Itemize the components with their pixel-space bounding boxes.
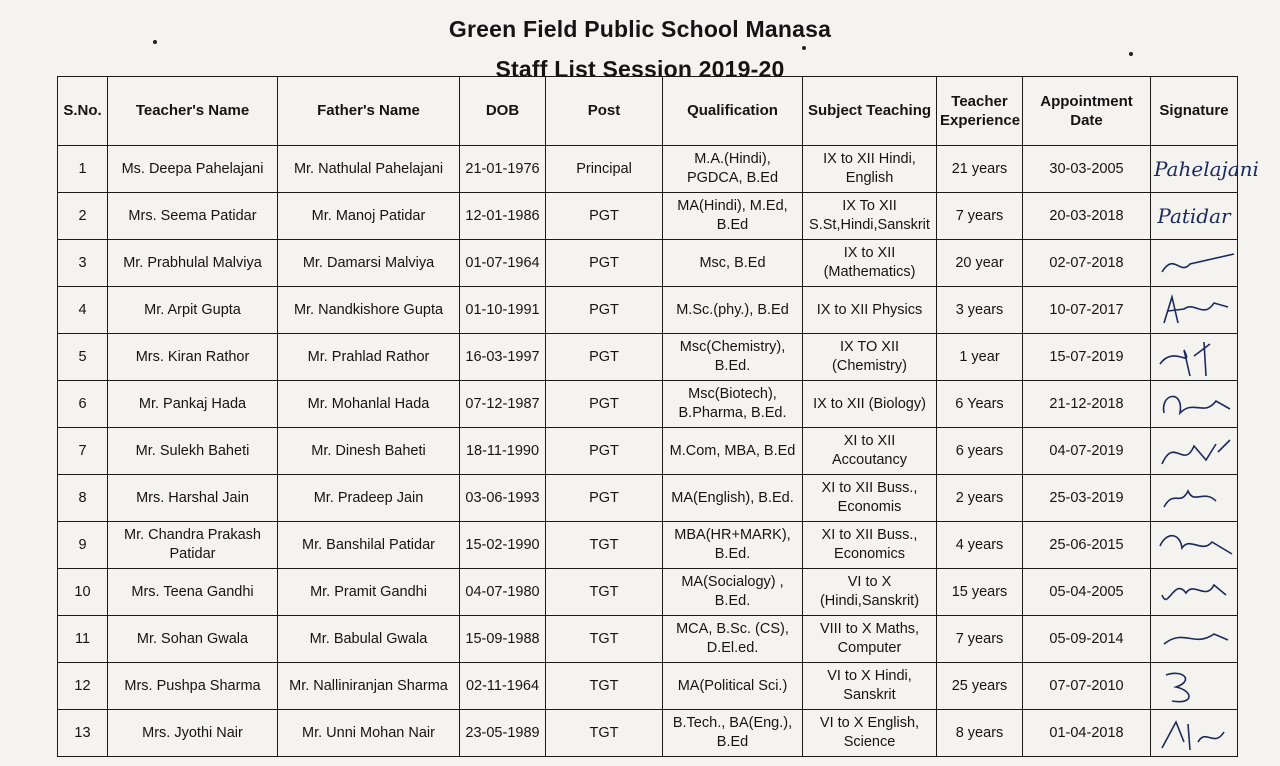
cell-father-name: Mr. Damarsi Malviya — [278, 240, 460, 287]
cell-teacher-name: Mrs. Teena Gandhi — [108, 569, 278, 616]
cell-teacher-name: Mrs. Seema Patidar — [108, 193, 278, 240]
cell-qualification: MCA, B.Sc. (CS), D.El.ed. — [663, 616, 803, 663]
cell-qualification: MA(Political Sci.) — [663, 663, 803, 710]
cell-post: PGT — [546, 381, 663, 428]
cell-qualification: MA(Socialogy) , B.Ed. — [663, 569, 803, 616]
cell-experience: 6 years — [937, 428, 1023, 475]
table-row — [58, 428, 1238, 475]
cell-subject-teaching: IX to XII (Mathematics) — [803, 240, 937, 287]
cell-post: TGT — [546, 616, 663, 663]
cell-appointment-date: 30-03-2005 — [1023, 146, 1151, 193]
cell-subject-teaching: VIII to X Maths, Computer — [803, 616, 937, 663]
cell-subject-teaching: XI to XII Accoutancy — [803, 428, 937, 475]
cell-teacher-name: Ms. Deepa Pahelajani — [108, 146, 278, 193]
cell-experience: 7 years — [937, 193, 1023, 240]
table-row — [58, 569, 1238, 616]
cell-dob: 04-07-1980 — [460, 569, 546, 616]
handwritten-signature — [1154, 618, 1234, 660]
header-row — [58, 77, 1238, 146]
cell-post: PGT — [546, 287, 663, 334]
cell-appointment-date: 01-04-2018 — [1023, 710, 1151, 757]
cell-qualification: M.Sc.(phy.), B.Ed — [663, 287, 803, 334]
cell-dob: 15-09-1988 — [460, 616, 546, 663]
cell-signature — [1151, 334, 1238, 381]
cell-teacher-name: Mr. Chandra Prakash Patidar — [108, 522, 278, 569]
cell-sno: 7 — [58, 428, 108, 475]
cell-post: TGT — [546, 522, 663, 569]
cell-qualification: Msc(Biotech), B.Pharma, B.Ed. — [663, 381, 803, 428]
handwritten-signature — [1154, 242, 1234, 284]
handwritten-signature — [1154, 712, 1234, 754]
handwritten-signature — [1154, 430, 1234, 472]
cell-qualification: B.Tech., BA(Eng.), B.Ed — [663, 710, 803, 757]
table-row — [58, 475, 1238, 522]
cell-signature — [1151, 569, 1238, 616]
handwritten-signature — [1154, 524, 1234, 566]
cell-father-name: Mr. Pramit Gandhi — [278, 569, 460, 616]
cell-sno: 5 — [58, 334, 108, 381]
cell-teacher-name: Mrs. Jyothi Nair — [108, 710, 278, 757]
cell-experience: 4 years — [937, 522, 1023, 569]
handwritten-signature — [1154, 665, 1234, 707]
cell-teacher-name: Mrs. Pushpa Sharma — [108, 663, 278, 710]
cell-appointment-date: 25-06-2015 — [1023, 522, 1151, 569]
table-row — [58, 663, 1238, 710]
cell-signature — [1151, 710, 1238, 757]
cell-signature: Pahelajani — [1151, 146, 1238, 193]
cell-post: PGT — [546, 240, 663, 287]
table-row — [58, 381, 1238, 428]
cell-sno: 9 — [58, 522, 108, 569]
col-signature: Signature — [1151, 77, 1238, 146]
handwritten-signature — [1154, 336, 1234, 378]
cell-appointment-date: 04-07-2019 — [1023, 428, 1151, 475]
cell-signature — [1151, 616, 1238, 663]
cell-sno: 11 — [58, 616, 108, 663]
cell-appointment-date: 10-07-2017 — [1023, 287, 1151, 334]
table-row — [58, 334, 1238, 381]
cell-signature — [1151, 522, 1238, 569]
cell-signature — [1151, 240, 1238, 287]
col-post: Post — [546, 77, 663, 146]
cell-experience: 3 years — [937, 287, 1023, 334]
cell-subject-teaching: IX To XII S.St,Hindi,Sanskrit — [803, 193, 937, 240]
cell-father-name: Mr. Nathulal Pahelajani — [278, 146, 460, 193]
cell-subject-teaching: IX to XII (Biology) — [803, 381, 937, 428]
cell-experience: 25 years — [937, 663, 1023, 710]
cell-subject-teaching: VI to X English, Science — [803, 710, 937, 757]
cell-sno: 10 — [58, 569, 108, 616]
cell-dob: 01-10-1991 — [460, 287, 546, 334]
cell-subject-teaching: IX to XII Physics — [803, 287, 937, 334]
cell-post: Principal — [546, 146, 663, 193]
cell-post: PGT — [546, 334, 663, 381]
cell-father-name: Mr. Manoj Patidar — [278, 193, 460, 240]
cell-dob: 16-03-1997 — [460, 334, 546, 381]
table-row — [58, 240, 1238, 287]
cell-father-name: Mr. Nalliniranjan Sharma — [278, 663, 460, 710]
cell-subject-teaching: IX TO XII (Chemistry) — [803, 334, 937, 381]
cell-subject-teaching: VI to X Hindi, Sanskrit — [803, 663, 937, 710]
table-row — [58, 616, 1238, 663]
cell-signature: Patidar — [1151, 193, 1238, 240]
cell-sno: 3 — [58, 240, 108, 287]
cell-sno: 6 — [58, 381, 108, 428]
cell-appointment-date: 21-12-2018 — [1023, 381, 1151, 428]
col-father-name: Father's Name — [278, 77, 460, 146]
cell-post: PGT — [546, 428, 663, 475]
cell-dob: 18-11-1990 — [460, 428, 546, 475]
handwritten-signature — [1154, 477, 1234, 519]
handwritten-signature — [1154, 289, 1234, 331]
paper-speck — [802, 46, 806, 50]
cell-father-name: Mr. Nandkishore Gupta — [278, 287, 460, 334]
cell-experience: 2 years — [937, 475, 1023, 522]
cell-dob: 03-06-1993 — [460, 475, 546, 522]
cell-teacher-name: Mr. Arpit Gupta — [108, 287, 278, 334]
cell-signature — [1151, 428, 1238, 475]
col-teacher-name: Teacher's Name — [108, 77, 278, 146]
cell-qualification: MBA(HR+MARK), B.Ed. — [663, 522, 803, 569]
cell-dob: 15-02-1990 — [460, 522, 546, 569]
cell-appointment-date: 25-03-2019 — [1023, 475, 1151, 522]
cell-teacher-name: Mr. Pankaj Hada — [108, 381, 278, 428]
col-dob: DOB — [460, 77, 546, 146]
col-appointment-date: Appointment Date — [1023, 77, 1151, 146]
cell-appointment-date: 07-07-2010 — [1023, 663, 1151, 710]
cell-sno: 4 — [58, 287, 108, 334]
cell-signature — [1151, 475, 1238, 522]
col-teacher-experience: Teacher Experience — [937, 77, 1023, 146]
cell-signature — [1151, 381, 1238, 428]
cell-appointment-date: 05-09-2014 — [1023, 616, 1151, 663]
cell-experience: 7 years — [937, 616, 1023, 663]
cell-post: TGT — [546, 663, 663, 710]
cell-father-name: Mr. Prahlad Rathor — [278, 334, 460, 381]
cell-father-name: Mr. Unni Mohan Nair — [278, 710, 460, 757]
cell-father-name: Mr. Dinesh Baheti — [278, 428, 460, 475]
cell-subject-teaching: XI to XII Buss., Economics — [803, 522, 937, 569]
cell-post: PGT — [546, 193, 663, 240]
cell-subject-teaching: XI to XII Buss., Economis — [803, 475, 937, 522]
cell-dob: 07-12-1987 — [460, 381, 546, 428]
cell-dob: 02-11-1964 — [460, 663, 546, 710]
list-subtitle: Staff List Session 2019-20 — [495, 56, 785, 82]
table-row — [58, 287, 1238, 334]
cell-teacher-name: Mr. Prabhulal Malviya — [108, 240, 278, 287]
cell-experience: 15 years — [937, 569, 1023, 616]
table-row — [58, 193, 1238, 240]
col-qualification: Qualification — [663, 77, 803, 146]
cell-qualification: MA(Hindi), M.Ed, B.Ed — [663, 193, 803, 240]
cell-appointment-date: 02-07-2018 — [1023, 240, 1151, 287]
cell-appointment-date: 05-04-2005 — [1023, 569, 1151, 616]
cell-sno: 13 — [58, 710, 108, 757]
cell-teacher-name: Mrs. Harshal Jain — [108, 475, 278, 522]
cell-qualification: M.Com, MBA, B.Ed — [663, 428, 803, 475]
cell-qualification: MA(English), B.Ed. — [663, 475, 803, 522]
cell-teacher-name: Mr. Sulekh Baheti — [108, 428, 278, 475]
cell-sno: 12 — [58, 663, 108, 710]
cell-signature — [1151, 287, 1238, 334]
paper-speck — [153, 40, 157, 44]
table-row — [58, 710, 1238, 757]
cell-father-name: Mr. Banshilal Patidar — [278, 522, 460, 569]
col-sno: S.No. — [58, 77, 108, 146]
handwritten-signature — [1154, 571, 1234, 613]
cell-post: PGT — [546, 475, 663, 522]
cell-subject-teaching: IX to XII Hindi, English — [803, 146, 937, 193]
paper-speck — [1129, 52, 1133, 56]
cell-experience: 21 years — [937, 146, 1023, 193]
col-subject-teaching: Subject Teaching — [803, 77, 937, 146]
cell-experience: 8 years — [937, 710, 1023, 757]
cell-subject-teaching: VI to X (Hindi,Sanskrit) — [803, 569, 937, 616]
cell-qualification: M.A.(Hindi), PGDCA, B.Ed — [663, 146, 803, 193]
cell-qualification: Msc(Chemistry), B.Ed. — [663, 334, 803, 381]
cell-appointment-date: 15-07-2019 — [1023, 334, 1151, 381]
cell-experience: 1 year — [937, 334, 1023, 381]
cell-father-name: Mr. Babulal Gwala — [278, 616, 460, 663]
cell-sno: 8 — [58, 475, 108, 522]
cell-teacher-name: Mrs. Kiran Rathor — [108, 334, 278, 381]
handwritten-signature — [1154, 383, 1234, 425]
school-title: Green Field Public School Manasa — [448, 16, 832, 42]
cell-post: TGT — [546, 569, 663, 616]
cell-experience: 20 year — [937, 240, 1023, 287]
cell-dob: 12-01-1986 — [460, 193, 546, 240]
cell-signature — [1151, 663, 1238, 710]
cell-dob: 23-05-1989 — [460, 710, 546, 757]
cell-sno: 2 — [58, 193, 108, 240]
cell-dob: 21-01-1976 — [460, 146, 546, 193]
table-row — [58, 522, 1238, 569]
table-row — [58, 146, 1238, 193]
cell-appointment-date: 20-03-2018 — [1023, 193, 1151, 240]
cell-father-name: Mr. Mohanlal Hada — [278, 381, 460, 428]
cell-teacher-name: Mr. Sohan Gwala — [108, 616, 278, 663]
cell-dob: 01-07-1964 — [460, 240, 546, 287]
cell-father-name: Mr. Pradeep Jain — [278, 475, 460, 522]
cell-sno: 1 — [58, 146, 108, 193]
staff-table — [57, 76, 1259, 757]
cell-qualification: Msc, B.Ed — [663, 240, 803, 287]
cell-experience: 6 Years — [937, 381, 1023, 428]
cell-post: TGT — [546, 710, 663, 757]
